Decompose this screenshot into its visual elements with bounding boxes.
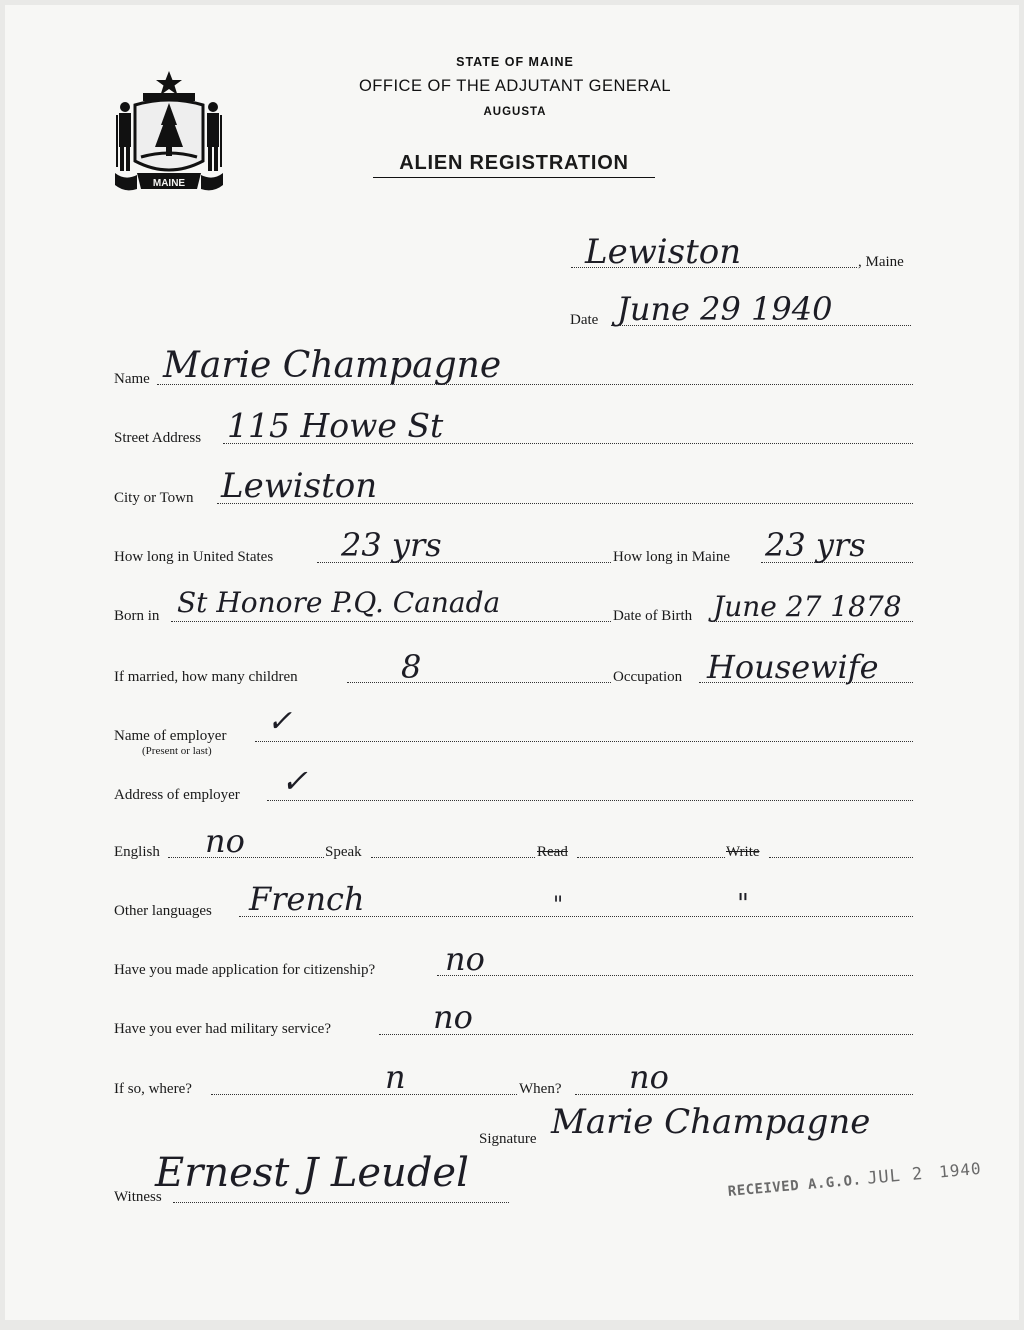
years-maine-value: 23 yrs <box>765 526 866 564</box>
write-line <box>769 857 913 858</box>
years-us-value: 23 yrs <box>341 526 442 564</box>
witness-line <box>173 1202 509 1203</box>
born-label: Born in <box>114 608 160 624</box>
read-line <box>577 857 725 858</box>
street-label: Street Address <box>114 430 202 446</box>
stamp-month: JUL 2 <box>866 1163 925 1189</box>
other-languages-write-mark: " <box>737 889 749 919</box>
employer-value: ✓ <box>267 704 293 739</box>
office-heading: OFFICE OF THE ADJUTANT GENERAL <box>358 77 672 95</box>
city-label: City or Town <box>114 490 194 506</box>
english-value: no <box>205 822 245 860</box>
employer-address-value: ✓ <box>281 762 308 800</box>
military-value: no <box>433 998 473 1036</box>
speak-line <box>371 857 535 858</box>
city-heading: AUGUSTA <box>483 106 547 118</box>
where-label: If so, where? <box>114 1081 192 1097</box>
years-us-label: How long in United States <box>114 549 274 565</box>
citizenship-label: Have you made application for citizenship? <box>114 962 376 978</box>
place-suffix: , Maine <box>858 254 904 270</box>
street-value: 115 Howe St <box>227 406 444 445</box>
stamp-year: 1940 <box>938 1158 983 1182</box>
signature-label: Signature <box>479 1131 537 1147</box>
employer-label: Name of employer <box>114 728 227 744</box>
born-line <box>171 621 611 622</box>
other-languages-value: French <box>249 880 365 918</box>
employer-sublabel: (Present or last) <box>142 745 212 757</box>
citizenship-line <box>437 975 913 976</box>
children-value: 8 <box>401 648 422 686</box>
english-line <box>168 857 324 858</box>
english-label: English <box>114 844 160 860</box>
date-label: Date <box>570 312 599 328</box>
form-title: ALIEN REGISTRATION <box>373 152 655 178</box>
signature-value: Marie Champagne <box>551 1102 871 1142</box>
military-label: Have you ever had military service? <box>114 1021 331 1037</box>
read-label: Read <box>537 844 568 860</box>
occupation-label: Occupation <box>613 669 683 685</box>
when-line <box>575 1094 913 1095</box>
other-languages-read-mark: " <box>553 893 564 918</box>
where-line <box>211 1094 517 1095</box>
city-value: Lewiston <box>221 466 378 506</box>
citizenship-value: no <box>445 940 485 978</box>
witness-value: Ernest J Leudel <box>155 1150 469 1196</box>
employer-address-label: Address of employer <box>114 787 240 803</box>
speak-label: Speak <box>325 844 362 860</box>
where-value: n <box>385 1058 406 1096</box>
place-value: Lewiston <box>585 232 742 272</box>
when-label: When? <box>519 1081 562 1097</box>
maine-seal-icon <box>113 69 225 195</box>
witness-label: Witness <box>114 1189 162 1205</box>
dob-value: June 27 1878 <box>713 590 902 623</box>
state-heading: STATE OF MAINE <box>456 55 574 69</box>
occupation-value: Housewife <box>707 648 879 686</box>
name-label: Name <box>114 371 150 387</box>
dob-label: Date of Birth <box>613 608 693 624</box>
write-label: Write <box>726 844 760 860</box>
registration-form <box>5 5 1019 1320</box>
stamp-received: RECEIVED A.G.O. <box>727 1172 863 1200</box>
children-line <box>347 682 611 683</box>
employer-address-line <box>267 800 913 801</box>
date-value: June 29 1940 <box>617 290 833 328</box>
name-value: Marie Champagne <box>163 345 502 386</box>
born-value: St Honore P.Q. Canada <box>177 586 501 619</box>
other-languages-label: Other languages <box>114 903 212 919</box>
received-stamp <box>727 1159 982 1201</box>
children-label: If married, how many children <box>114 669 298 685</box>
svg-text:MAINE: MAINE <box>152 178 186 189</box>
employer-line <box>255 741 913 742</box>
years-maine-label: How long in Maine <box>613 549 731 565</box>
when-value: no <box>629 1058 669 1096</box>
